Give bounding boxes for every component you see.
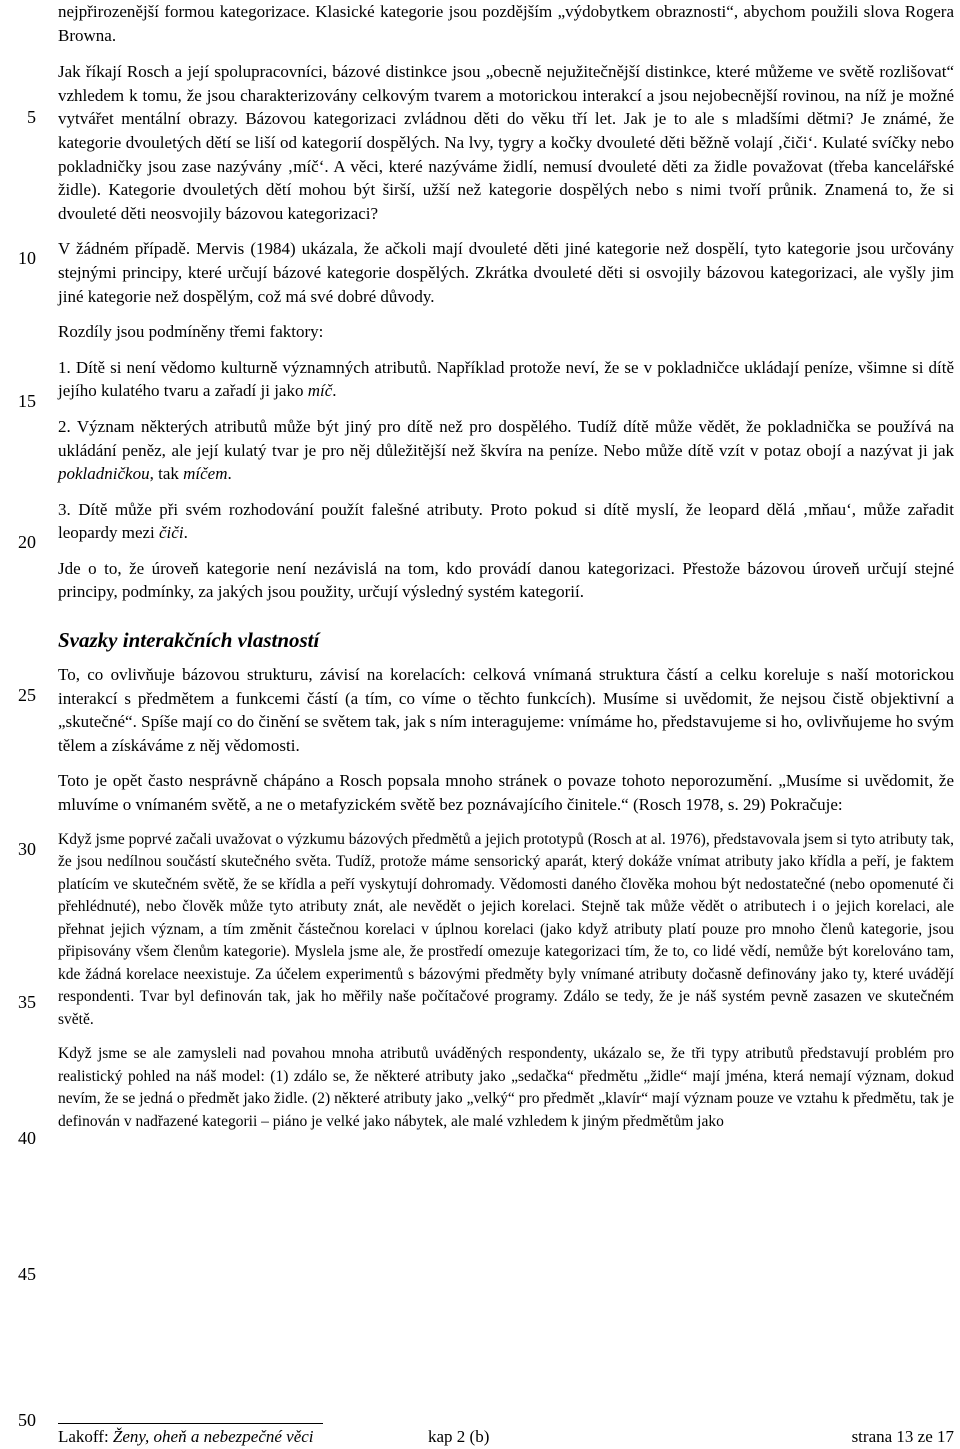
paragraph: 2. Význam některých atributů může být jiný pro dítě než pro dospělého. Tudíž dítě může vědět, že pokladnička se používá na ukládání peněz, ale její kulatý tvar je pro něj důležitější než škvíra na peníze. Nebo může dítě vzít v potaz obojí a nazývat ji jak pokladničkou, tak míčem. [58, 416, 954, 484]
line-number: 10 [18, 248, 36, 268]
line-number: 20 [18, 532, 36, 552]
page-footer [58, 1403, 954, 1449]
paragraph: Rozdíly jsou podmíněny třemi faktory: [58, 322, 324, 342]
footer-chapter: kap 2 (b) [428, 1427, 490, 1446]
line-number: 15 [18, 391, 36, 411]
line-number: 50 [18, 1410, 36, 1430]
line-number: 25 [18, 685, 36, 705]
line-number: 45 [18, 1264, 36, 1284]
paragraph: nejpřirozenější formou kategorizace. Klasické kategorie jsou pozdějším „výdobytkem obraznosti“, abychom použili slova Rogera Browna. [58, 2, 954, 45]
document-body [58, 0, 954, 1133]
footer-page-number: strana 13 ze 17 [851, 1427, 954, 1446]
paragraph: Toto je opět často nesprávně chápáno a Rosch popsala mnoho stránek o povaze tohoto neporozumění. „Musíme si uvědomit, že mluvíme o vnímaném světě, a ne o metafyzickém světě bez poznávajícího činitele.“ (Rosch 1978, s. 29) Pokračuje: [58, 771, 954, 815]
footer-divider [58, 1423, 323, 1424]
paragraph: 1. Dítě si není vědomo kulturně významných atributů. Například protože neví, že se v pokladničce ukládají peníze, všimne si dítě jejího kulatého tvaru a zařadí ji jako míč. [58, 357, 954, 401]
paragraph: 3. Dítě může při svém rozhodování použít falešné atributy. Proto pokud si dítě myslí, že leopard dělá ‚mňau‘, může zařadit leopardy mezi čiči. [58, 499, 954, 543]
paragraph: V žádném případě. Mervis (1984) ukázala, že ačkoli mají dvouleté děti jiné kategorie než dospělí, tyto kategorie jsou určovány stejnými principy, které určují bázové kategorie dospělých. Zkrátka dvouleté děti si osvojily bázovou kategorizaci, ale vyšly jim jiné kategorie než dospělým, což má své dobré důvody. [58, 239, 954, 306]
line-number: 30 [18, 839, 36, 859]
line-number: 35 [18, 992, 36, 1012]
paragraph: Jde o to, že úroveň kategorie není nezávislá na tom, kdo provádí danou kategorizaci. Přestože bázovou úroveň určují stejné principy, podmínky, za jakých jsou použity, určují výsledný systém kategorií. [58, 558, 954, 602]
paragraph: Jak říkají Rosch a její spolupracovníci, bázové distinkce jsou „obecně nejužitečnější distinkce, které můžeme ve světě rozlišovat“ vzhledem k tomu, že jsou charakterizovány celkovým tvarem a motorickou interakcí a jsou nejobecnější rovinou, na níž je možné vytvářet mentální obrazy. Bázovou kategorizaci zvládnou děti do věku tří let. Jak je to ale s mladšími dětmi? Je známé, že kategorie dvouletých dětí se liší od kategorií dospělých. Na lvy, tygry a kočky dvouleté děti běžně volají ‚čiči‘. Kulaté svíčky nebo pokladničky jsou zase nazývány ‚míč‘. A věci, které nazýváme židlí, nemusí dvouleté děti za židle považovat (třeba kancelářské židle). Kategorie dvouletých dětí mohou být širší, užší než kategorie dospělých nebo s nimi tvoří průnik. Znamená to, že si dvouleté děti neosvojily bázovou kategorizaci? [58, 62, 954, 223]
footer-book-title: Lakoff: Ženy, oheň a nebezpečné věci [58, 1427, 314, 1446]
block-quote: Když jsme poprvé začali uvažovat o výzkumu bázových předmětů a jejich prototypů (Rosch at al. 1976), představovala jsem si tyto atributy tak, že jsou nedílnou součástí skutečného světa. Tudíž, protože máme sensorický aparát, který dokáže vnímat atributy jako křídla a peří, je faktem platícím ve skutečném světě, že se křídla a peří vyskytují dohromady. Vědomosti daného člověka mohou být nedostatečné (nebo opomenuté či přehlédnuté), nebo člověk může tyto atributy znát, ale nevědět o jejich korelaci. Stejně tak může vědět o atributech i o jejich korelaci, ale přehnat jejich význam, a tím změnit částečnou korelaci v úplnou korelaci (jako když atributy platí pouze pro mnoho členů kategorie, jsou připisovány všem členům kategorie). Myslela jsme ale, že prostředí omezuje kategorizaci tím, že to, co lidé vědí, nemůže být korelováno tam, kde žádná korelace neexistuje. Za účelem experimentů s bázovými předměty byly vnímané atributy dočasně definovány jako ty, které uvádějí respondenti. Tvar byl definován tak, jak ho měřily naše počítačové programy. Zdálo se tedy, že je náš systém pevně zasazen ve skutečném světě. [58, 830, 954, 1028]
line-number: 5 [27, 107, 36, 127]
paragraph: To, co ovlivňuje bázovou strukturu, závisí na korelacích: celková vnímaná struktura částí a celku koreluje s naší motorickou interakcí s předmětem a funkcemi částí (a tím, co víme o těchto funkcích). Musíme si uvědomit, že nejsou čistě objektivní a „skutečné“. Spíše mají co do činění se světem tak, jak s ním interagujeme: vnímáme ho, představujeme si ho, ovlivňujeme ho svým tělem a získáváme z něj vědomosti. [58, 665, 954, 755]
section-heading: Svazky interakčních vlastností [58, 628, 320, 653]
line-number: 40 [18, 1128, 36, 1148]
line-numbers [0, 0, 40, 1449]
block-quote: Když jsme se ale zamysleli nad povahou mnoha atributů uváděných respondenty, ukázalo se, že tři typy atributů představují problém pro realistický pohled na náš model: (1) zdálo se, že některé atributy jako „sedačka“ předmětu „židle“ mají jména, která nemají význam, dokud nevím, že se jedná o předmět jako židle. (2) některé atributy jako „velký“ pro předmět „klavír“ mají význam pouze ve vztahu k předmětu, tak je definován v nadřazené kategorii – piáno je velké jako nábytek, ale malé vzhledem k jiným předmětům jako [58, 1045, 954, 1130]
